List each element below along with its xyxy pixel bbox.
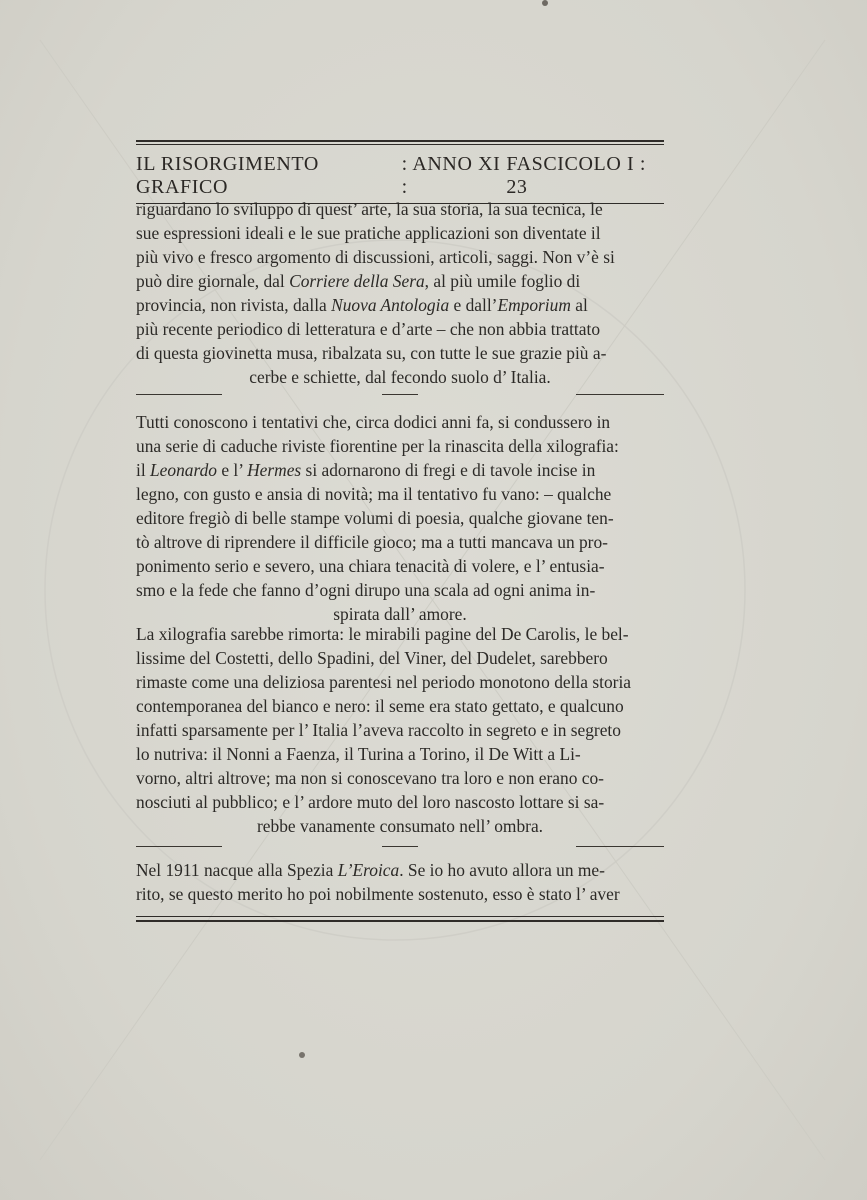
text-line: provincia, non rivista, dalla Nuova Antologia e dall’Emporium al	[136, 295, 588, 315]
paragraph-2	[136, 410, 664, 626]
text-line: sue espressioni ideali e le sue pratiche applicazioni son diventate il	[136, 223, 601, 243]
text-line: rito, se questo merito ho poi nobilmente sostenuto, esso è stato l’ aver	[136, 884, 620, 904]
paragraph-1	[136, 197, 664, 389]
paragraph-3	[136, 622, 664, 838]
header-text	[136, 153, 664, 199]
text-line: ponimento serio e severo, una chiara tenacità di volere, e l’ entusia-	[136, 556, 605, 576]
text-line: infatti sparsamente per l’ Italia l’aveva raccolto in segreto e in segreto	[136, 720, 621, 740]
text-line: rebbe vanamente consumato nell’ ombra.	[256, 816, 544, 836]
text-line: tò altrove di riprendere il difficile gioco; ma a tutti mancava un pro-	[136, 532, 608, 552]
text-line: vorno, altri altrove; ma non si conoscevano tra loro e non erano co-	[136, 768, 604, 788]
text-line: una serie di caduche riviste fiorentine per la rinascita della xilografia:	[136, 436, 619, 456]
section-separator	[136, 394, 664, 396]
footer-rule-thin	[136, 916, 664, 917]
text-line: contemporanea del bianco e nero: il seme era stato gettato, e qualcuno	[136, 696, 624, 716]
text-line: può dire giornale, dal Corriere della Sera, al più umile foglio di	[136, 271, 581, 291]
dust-speck	[299, 1052, 305, 1058]
text-line: spirata dall’ amore.	[333, 604, 467, 624]
header-left: IL RISORGIMENTO GRAFICO	[136, 153, 319, 198]
text-line: il Leonardo e l’ Hermes si adornarono di fregi e di tavole incise in	[136, 460, 596, 480]
text-line: riguardano lo sviluppo di quest’ arte, la sua storia, la sua tecnica, le	[136, 199, 603, 219]
text-line: La xilografia sarebbe rimorta: le mirabili pagine del De Carolis, le bel-	[136, 624, 629, 644]
header-rule-top	[136, 140, 664, 142]
text-line: di questa giovinetta musa, ribalzata su, con tutte le sue grazie più a-	[136, 343, 607, 363]
text-line: lissime del Costetti, dello Spadini, del Viner, del Dudelet, sarebbero	[136, 648, 608, 668]
text-line: cerbe e schiette, dal fecondo suolo d’ Italia.	[249, 367, 551, 387]
text-line: nosciuti al pubblico; e l’ ardore muto del loro nascosto lottare si sa-	[136, 792, 605, 812]
text-line: lo nutriva: il Nonni a Faenza, il Turina a Torino, il De Witt a Li-	[136, 744, 581, 764]
header-right: FASCICOLO I : 23	[506, 153, 646, 198]
paragraph-4	[136, 858, 664, 906]
dust-speck	[542, 0, 548, 6]
text-line: Tutti conoscono i tentativi che, circa dodici anni fa, si condussero in	[136, 412, 611, 432]
header-rule-top-thin	[136, 144, 664, 145]
footer-rule-thick	[136, 920, 664, 922]
text-line: rimaste come una deliziosa parentesi nel periodo monotono della storia	[136, 672, 631, 692]
running-header	[136, 140, 664, 204]
text-line: Nel 1911 nacque alla Spezia L’Eroica. Se io ho avuto allora un me-	[136, 860, 605, 880]
section-separator	[136, 846, 664, 848]
text-line: più vivo e fresco argomento di discussioni, articoli, saggi. Non v’è si	[136, 247, 615, 267]
text-line: editore fregiò di belle stampe volumi di poesia, qualche giovane ten-	[136, 508, 614, 528]
text-line: smo e la fede che fanno d’ogni dirupo una scala ad ogni anima in-	[136, 580, 596, 600]
page-footer-rules	[136, 916, 664, 922]
text-line: più recente periodico di letteratura e d’arte – che non abbia trattato	[136, 319, 601, 339]
text-line: legno, con gusto e ansia di novità; ma il tentativo fu vano: – qualche	[136, 484, 612, 504]
header-center: : ANNO XI :	[401, 153, 501, 198]
